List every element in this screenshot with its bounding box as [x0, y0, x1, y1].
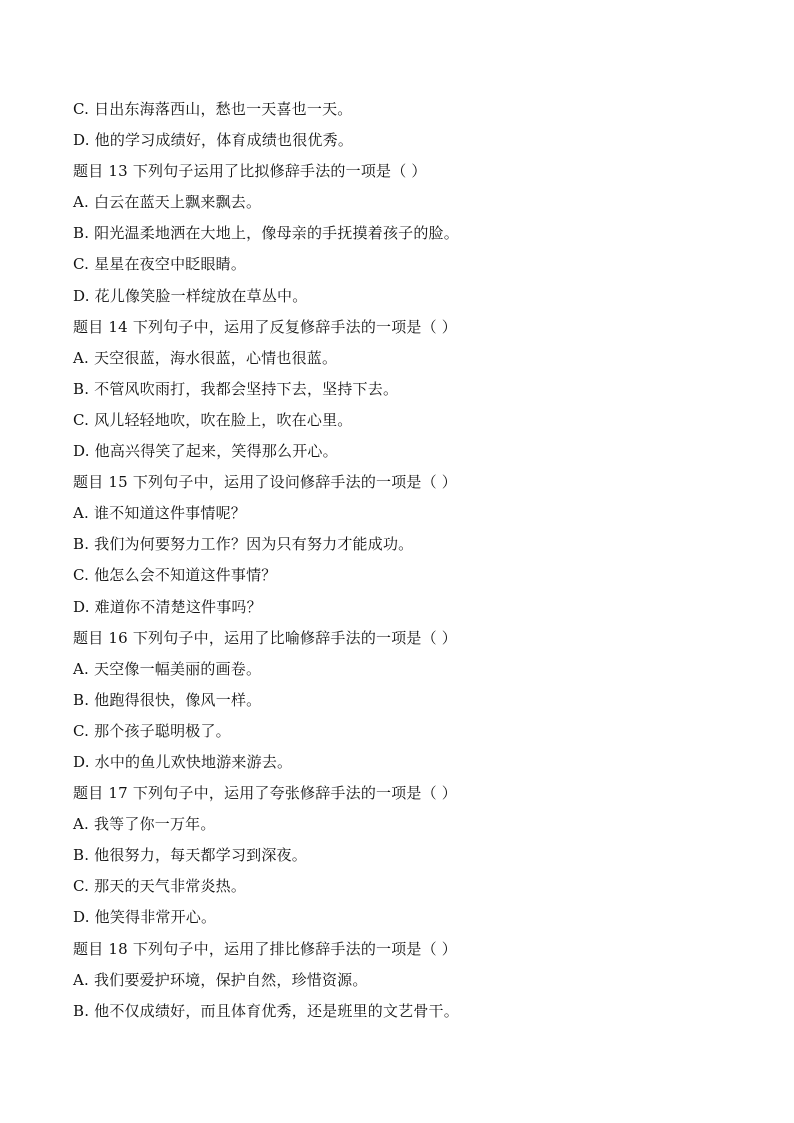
option-a-q18: A. 我们要爱护环境，保护自然，珍惜资源。 — [73, 970, 368, 989]
question-18: 题目 18 下列句子中，运用了排比修辞手法的一项是（ ） — [73, 939, 457, 958]
option-c-q16: C. 那个孩子聪明极了。 — [73, 721, 231, 740]
option-a-q17: A. 我等了你一万年。 — [73, 815, 216, 834]
option-d-q12: D. 他的学习成绩好，体育成绩也很优秀。 — [73, 131, 354, 150]
option-a-q15: A. 谁不知道这件事情呢？ — [73, 504, 246, 523]
option-d-q13: D. 花儿像笑脸一样绽放在草丛中。 — [73, 286, 308, 305]
option-d-q15: D. 难道你不清楚这件事吗？ — [73, 597, 262, 616]
option-c-q14: C. 风儿轻轻地吹，吹在脸上，吹在心里。 — [73, 410, 353, 429]
option-d-q17: D. 他笑得非常开心。 — [73, 908, 217, 927]
question-17: 题目 17 下列句子中，运用了夸张修辞手法的一项是（ ） — [73, 784, 457, 803]
question-13: 题目 13 下列句子运用了比拟修辞手法的一项是（ ） — [73, 162, 427, 181]
option-d-q16: D. 水中的鱼儿欢快地游来游去。 — [73, 752, 293, 771]
option-c-q15: C. 他怎么会不知道这件事情？ — [73, 566, 277, 585]
option-b-q18: B. 他不仅成绩好，而且体育优秀，还是班里的文艺骨干。 — [73, 1001, 459, 1020]
question-14: 题目 14 下列句子中，运用了反复修辞手法的一项是（ ） — [73, 317, 457, 336]
option-c-q13: C. 星星在夜空中眨眼睛。 — [73, 255, 247, 274]
option-c-q12: C. 日出东海落西山，愁也一天喜也一天。 — [73, 100, 353, 118]
option-b-q16: B. 他跑得很快，像风一样。 — [73, 690, 262, 709]
document-page — [73, 94, 733, 1027]
option-a-q14: A. 天空很蓝，海水很蓝，心情也很蓝。 — [73, 348, 338, 367]
option-a-q16: A. 天空像一幅美丽的画卷。 — [73, 659, 262, 678]
question-15: 题目 15 下列句子中，运用了设问修辞手法的一项是（ ） — [73, 473, 457, 492]
question-16: 题目 16 下列句子中，运用了比喻修辞手法的一项是（ ） — [73, 628, 457, 647]
option-b-q13: B. 阳光温柔地洒在大地上，像母亲的手抚摸着孩子的脸。 — [73, 224, 459, 243]
option-c-q17: C. 那天的天气非常炎热。 — [73, 877, 247, 896]
option-b-q15: B. 我们为何要努力工作？因为只有努力才能成功。 — [73, 535, 414, 554]
option-b-q14: B. 不管风吹雨打，我都会坚持下去，坚持下去。 — [73, 379, 399, 398]
option-b-q17: B. 他很努力，每天都学习到深夜。 — [73, 846, 307, 865]
option-d-q14: D. 他高兴得笑了起来，笑得那么开心。 — [73, 442, 338, 461]
option-a-q13: A. 白云在蓝天上飘来飘去。 — [73, 193, 262, 212]
